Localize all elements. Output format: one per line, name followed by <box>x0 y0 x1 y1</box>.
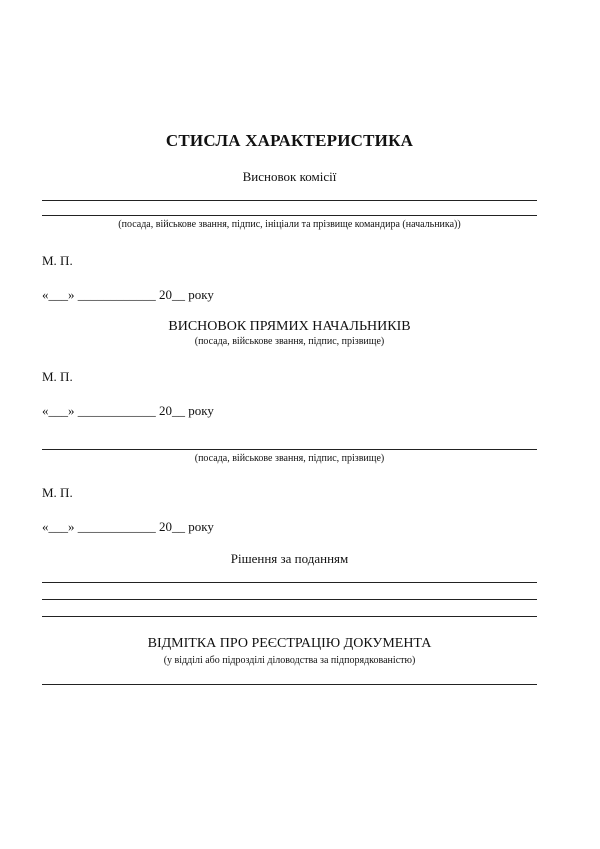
direct-superiors-heading: ВИСНОВОК ПРЯМИХ НАЧАЛЬНИКІВ <box>168 319 411 334</box>
document-title: СТИСЛА ХАРАКТЕРИСТИКА <box>165 131 414 150</box>
direct-superiors-seal-label: М. П. <box>42 369 73 384</box>
direct-superiors-date-line-2: «___» ____________ 20__ року <box>42 519 214 534</box>
direct-superiors-signature-line <box>42 449 537 450</box>
decision-line-1 <box>42 582 537 583</box>
commission-seal-label: М. П. <box>42 253 73 268</box>
commission-date-line: «___» ____________ 20__ року <box>42 287 214 302</box>
commission-conclusion-line-1 <box>42 200 537 201</box>
registration-heading: ВІДМІТКА ПРО РЕЄСТРАЦІЮ ДОКУМЕНТА <box>147 636 432 651</box>
decision-line-2 <box>42 599 537 600</box>
direct-superiors-date-line: «___» ____________ 20__ року <box>42 403 214 418</box>
direct-superiors-subheading: (посада, військове звання, підпис, прізвище) <box>194 336 385 347</box>
direct-superiors-seal-label-2: М. П. <box>42 485 73 500</box>
decision-heading: Рішення за поданням <box>230 551 349 566</box>
registration-line <box>42 684 537 685</box>
decision-line-3 <box>42 616 537 617</box>
commission-conclusion-line-2 <box>42 215 537 216</box>
registration-subheading: (у відділі або підрозділі діловодства за підпорядкованістю) <box>163 655 416 666</box>
commission-heading: Висновок комісії <box>242 169 337 184</box>
direct-superiors-signature-caption: (посада, військове звання, підпис, прізвище) <box>194 453 385 464</box>
commission-signature-caption: (посада, військове звання, підпис, ініціали та прізвище командира (начальника)) <box>118 219 461 230</box>
